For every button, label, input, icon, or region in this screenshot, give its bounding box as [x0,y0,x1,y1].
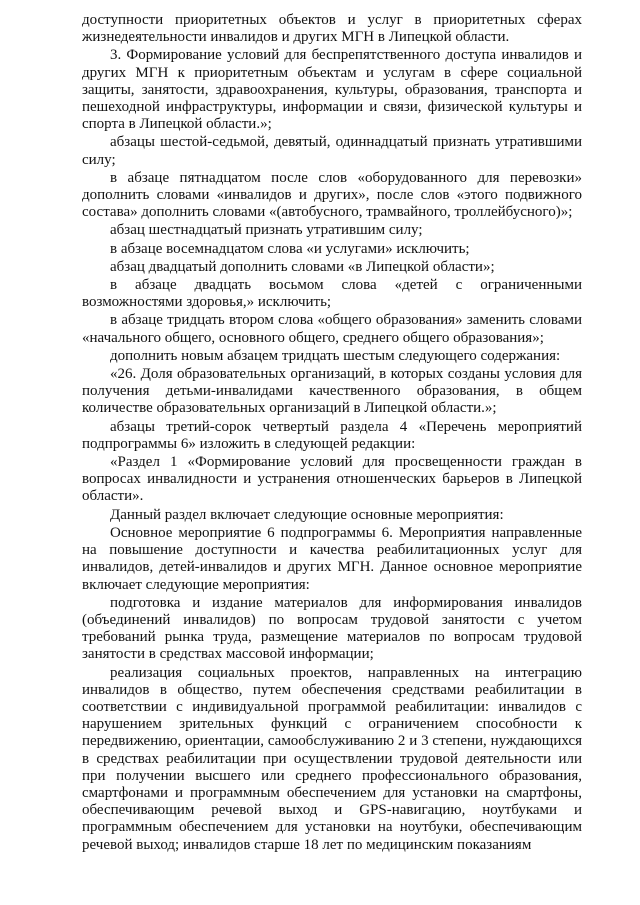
paragraph-section-intro: Данный раздел включает следующие основные мероприятия: [110,506,504,523]
paragraph-item-3: 3. Формирование условий для беспрепятственного доступа инвалидов и других МГН к приоритетным объектам и услугам в сфере социальной защиты, занятости, здравоохранения, культуры, образования, транспорта и пешеходной инфраструктуры, информации и связи, физической культуры и спорта в Липецкой области.»; [82,47,582,133]
paragraph-main-activity: Основное мероприятие 6 подпрограммы 6. Мероприятия направленные на повышение доступности и качества реабилитационных услуг для инвалидов, детей-инвалидов и других МГН. Данное основное мероприятие включает следующие мероприятия: [82,524,582,593]
paragraph-amendment: в абзаце восемнадцатом слова «и услугами» исключить; [110,240,470,257]
paragraph-amendment: в абзаце тридцать втором слова «общего образования» заменить словами «начального общего, основного общего, среднего общего образования»; [82,312,582,346]
paragraph-quote-26: «26. Доля образовательных организаций, в которых созданы условия для получения детьми-инвалидами качественного образования, в общем количестве образовательных организаций в Липецкой области.»; [82,366,582,417]
paragraph-section-title: «Раздел 1 «Формирование условий для просвещенности граждан в вопросах инвалидности и устранения отношенческих барьеров в Липецкой области». [82,454,582,505]
document-page [82,12,582,854]
paragraph-amendment: абзац двадцатый дополнить словами «в Липецкой области»; [110,258,495,275]
paragraph-amendment: абзацы третий-сорок четвертый раздела 4 «Перечень мероприятий подпрограммы 6» изложить в следующей редакции: [82,418,582,452]
paragraph-continuation: доступности приоритетных объектов и услуг в приоритетных сферах жизнедеятельности инвалидов и других МГН в Липецкой области. [82,12,582,46]
paragraph-amendment: абзацы шестой-седьмой, девятый, одиннадцатый признать утратившими силу; [82,134,582,168]
paragraph-amendment: абзац шестнадцатый признать утратившим силу; [110,222,423,239]
paragraph-amendment: в абзаце двадцать восьмом слова «детей с ограниченными возможностями здоровья,» исключить; [82,277,582,311]
paragraph-activity: подготовка и издание материалов для информирования инвалидов (объединений инвалидов) по вопросам трудовой занятости с учетом требований рынка труда, размещение материалов по вопросам трудовой занятости в средствах массовой информации; [82,594,582,663]
paragraph-amendment: дополнить новым абзацем тридцать шестым следующего содержания: [110,347,561,364]
paragraph-amendment: в абзаце пятнадцатом после слов «оборудованного для перевозки» дополнить словами «инвалидов и других», после слов «этого подвижного состава» дополнить словами «(автобусного, трамвайного, троллейбусного)»; [82,169,582,221]
paragraph-activity: реализация социальных проектов, направленных на интеграцию инвалидов в общество, путем обеспечения средствами реабилитации в соответствии с индивидуальной программой реабилитации: инвалидов с нарушением зрительных функций с ограничением способности к передвижению, ориентации, самообслуживанию 2 и 3 степени, нуждающихся в средствах реабилитации при осуществлении трудовой деятельности или при получении высшего или среднего профессионального образования, смартфонами и программным обеспечением для установки на смартфоны, обеспечивающим речевой выход и GPS-навигацию, ноутбуками и программным обеспечением для установки на ноутбуки, обеспечивающим речевой выход; инвалидов старше 18 лет по медицинским показаниям [82,664,582,853]
